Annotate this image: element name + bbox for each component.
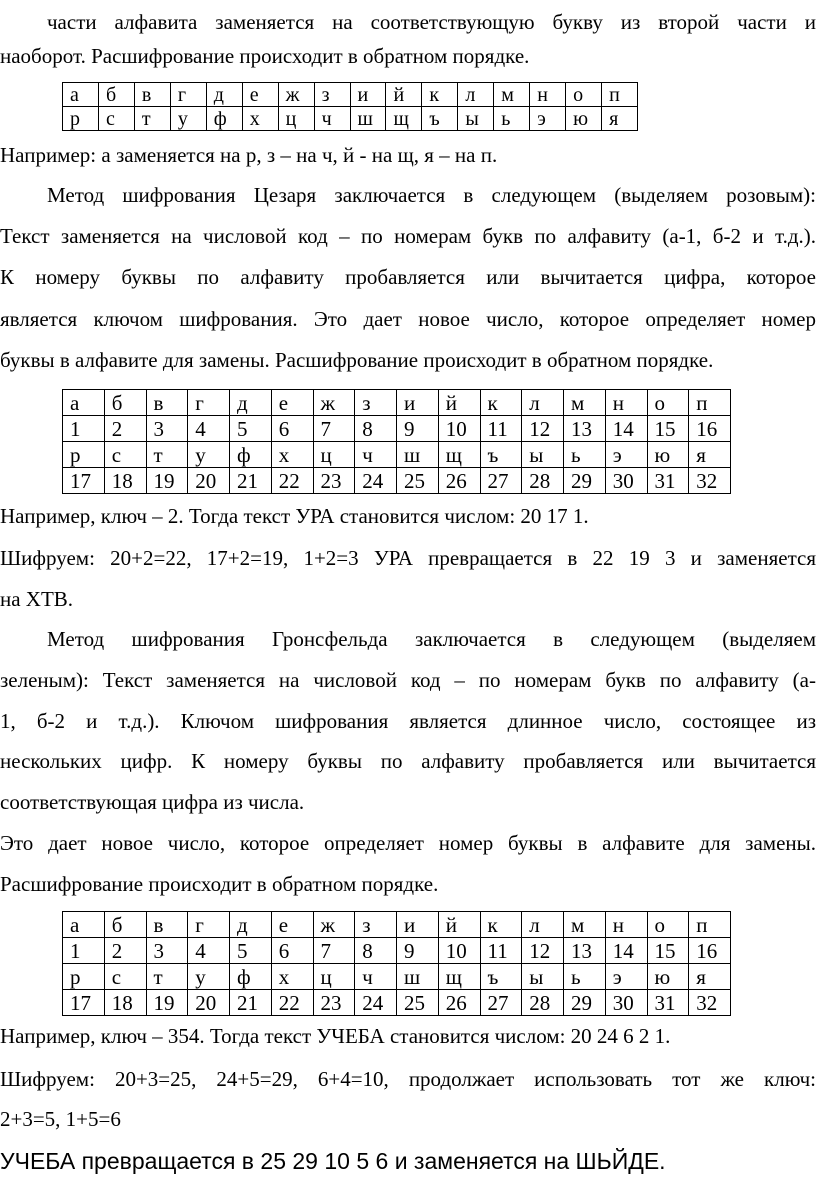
table-cell: ч (314, 107, 350, 131)
table-cell: ъ (422, 107, 458, 131)
table-cell: 30 (605, 990, 647, 1016)
table-cell: 16 (689, 416, 731, 442)
paragraph-line: Метод шифрования Цезаря заключается в следующем (выделяем розовым): (47, 183, 816, 207)
table-cell: й (438, 390, 480, 416)
table-cell: ф (230, 964, 272, 990)
table-cell: р (63, 107, 99, 131)
table-cell: 6 (271, 416, 313, 442)
table-cell: н (605, 390, 647, 416)
table-cell: р (63, 442, 105, 468)
table-cell: б (98, 83, 134, 107)
example-text: на ХТВ. (0, 587, 74, 611)
table-cell: о (647, 912, 689, 938)
table-cell: 10 (438, 938, 480, 964)
table-cell: щ (386, 107, 422, 131)
table-row (63, 912, 731, 938)
table-cell: ь (564, 442, 606, 468)
table-cell: 22 (271, 990, 313, 1016)
table-cell: 8 (355, 938, 397, 964)
table-cell: 27 (480, 468, 522, 494)
table-row (63, 416, 731, 442)
table-cell: у (188, 442, 230, 468)
table-row (63, 990, 731, 1016)
table-cell: 5 (230, 416, 272, 442)
table-cell: 4 (188, 938, 230, 964)
table-cell: 23 (313, 990, 355, 1016)
table-cell: 7 (313, 938, 355, 964)
substitution-table (62, 82, 638, 131)
table-cell: ч (355, 442, 397, 468)
result-text: УЧЕБА превращается в 25 29 10 5 6 и заменяется на ШЬЙДЕ. (0, 1148, 666, 1174)
table-cell: э (605, 442, 647, 468)
table-cell: п (689, 390, 731, 416)
table-cell: 14 (605, 938, 647, 964)
table-cell: в (146, 390, 188, 416)
table-cell: 21 (230, 468, 272, 494)
table-cell: 27 (480, 990, 522, 1016)
paragraph-line: Метод шифрования Гронсфельда заключается в следующем (выделяем (47, 627, 816, 651)
table-cell: 28 (522, 468, 564, 494)
example-text: Шифруем: 20+2=22, 17+2=19, 1+2=3 УРА превращается в 22 19 3 и заменяется (0, 546, 816, 570)
table-cell: н (530, 83, 566, 107)
table-cell: 29 (564, 468, 606, 494)
table-cell: ь (494, 107, 530, 131)
example-text: Например, ключ – 2. Тогда текст УРА становится числом: 20 17 1. (0, 504, 589, 528)
table-cell: ф (230, 442, 272, 468)
table-cell: е (271, 390, 313, 416)
table-cell: 15 (647, 938, 689, 964)
table-cell: ж (278, 83, 314, 107)
table-cell: я (689, 442, 731, 468)
table-cell: 24 (355, 468, 397, 494)
table-cell: 23 (313, 468, 355, 494)
table-cell: м (494, 83, 530, 107)
table-cell: ш (350, 107, 386, 131)
table-cell: 16 (689, 938, 731, 964)
table-cell: о (647, 390, 689, 416)
table-cell: п (689, 912, 731, 938)
table-cell: ц (278, 107, 314, 131)
table-row (63, 442, 731, 468)
table-cell: к (480, 390, 522, 416)
gronsfeld-table (62, 911, 731, 1016)
table-cell: х (242, 107, 278, 131)
table-cell: ы (522, 964, 564, 990)
table-cell: с (98, 107, 134, 131)
table-cell: л (522, 390, 564, 416)
table-cell: 4 (188, 416, 230, 442)
table-row (63, 107, 638, 131)
table-cell: ц (313, 442, 355, 468)
table-cell: 3 (146, 416, 188, 442)
caesar-table (62, 389, 731, 494)
table-cell: р (63, 964, 105, 990)
table-cell: 28 (522, 990, 564, 1016)
paragraph-line: Расшифрование происходит в обратном порядке. (0, 872, 439, 896)
paragraph-line: зеленым): Текст заменяется на числовой код – по номерам букв по алфавиту (а- (0, 668, 816, 692)
table-cell: 18 (104, 468, 146, 494)
table-cell: 25 (397, 990, 439, 1016)
table-cell: п (602, 83, 638, 107)
table-cell: и (350, 83, 386, 107)
table-cell: ь (564, 964, 606, 990)
example-text: 2+3=5, 1+5=6 (0, 1107, 121, 1131)
paragraph-line: Это дает новое число, которое определяет номер буквы в алфавите для замены. (0, 831, 816, 855)
table-cell: 3 (146, 938, 188, 964)
table-row (63, 468, 731, 494)
table-cell: 24 (355, 990, 397, 1016)
table-cell: ц (313, 964, 355, 990)
table-cell: б (104, 912, 146, 938)
table-cell: й (438, 912, 480, 938)
table-cell: 12 (522, 416, 564, 442)
table-cell: 25 (397, 468, 439, 494)
table-cell: 12 (522, 938, 564, 964)
table-cell: 10 (438, 416, 480, 442)
table-cell: 14 (605, 416, 647, 442)
table-cell: ш (397, 442, 439, 468)
table-cell: 9 (397, 938, 439, 964)
table-cell: ъ (480, 964, 522, 990)
paragraph-line: соответствующая цифра из числа. (0, 790, 305, 814)
table-cell: 22 (271, 468, 313, 494)
table-cell: 17 (63, 468, 105, 494)
table-cell: я (602, 107, 638, 131)
table-cell: 11 (480, 938, 522, 964)
table-cell: к (422, 83, 458, 107)
table-row (63, 83, 638, 107)
example-text: Шифруем: 20+3=25, 24+5=29, 6+4=10, продолжает использовать тот же ключ: (0, 1067, 816, 1091)
table-cell: т (146, 964, 188, 990)
table-cell: а (63, 912, 105, 938)
table-cell: ъ (480, 442, 522, 468)
paragraph-line: К номеру буквы по алфавиту пробавляется или вычитается цифра, которое (0, 265, 816, 289)
table-cell: и (397, 912, 439, 938)
table-cell: д (230, 912, 272, 938)
table-cell: д (230, 390, 272, 416)
table-cell: и (397, 390, 439, 416)
table-cell: е (242, 83, 278, 107)
table-cell: й (386, 83, 422, 107)
paragraph-line: 1, б-2 и т.д.). Ключом шифрования является длинное число, состоящее из (0, 709, 816, 733)
table-row (63, 938, 731, 964)
table-cell: 1 (63, 938, 105, 964)
table-cell: м (564, 390, 606, 416)
table-cell: г (170, 83, 206, 107)
table-cell: 2 (104, 938, 146, 964)
table-cell: 29 (564, 990, 606, 1016)
table-cell: х (271, 964, 313, 990)
table-cell: ю (647, 964, 689, 990)
table-cell: 13 (564, 416, 606, 442)
table-cell: щ (438, 964, 480, 990)
table-cell: т (146, 442, 188, 468)
table-cell: в (134, 83, 170, 107)
table-cell: л (458, 83, 494, 107)
table-cell: е (271, 912, 313, 938)
table-cell: 26 (438, 468, 480, 494)
table-cell: о (566, 83, 602, 107)
table-cell: 13 (564, 938, 606, 964)
table-cell: у (188, 964, 230, 990)
table-cell: 1 (63, 416, 105, 442)
table-cell: ч (355, 964, 397, 990)
table-cell: ж (313, 912, 355, 938)
table-cell: э (605, 964, 647, 990)
table-row (63, 390, 731, 416)
table-cell: ю (566, 107, 602, 131)
paragraph-line: буквы в алфавите для замены. Расшифрование происходит в обратном порядке. (0, 348, 714, 372)
table-cell: 20 (188, 990, 230, 1016)
example-text: Например, ключ – 354. Тогда текст УЧЕБА становится числом: 20 24 6 2 1. (0, 1024, 671, 1048)
table-cell: г (188, 912, 230, 938)
table-cell: 32 (689, 468, 731, 494)
table-cell: з (355, 912, 397, 938)
table-cell: д (206, 83, 242, 107)
table-cell: с (104, 442, 146, 468)
table-cell: с (104, 964, 146, 990)
table-cell: 19 (146, 990, 188, 1016)
paragraph-line: нескольких цифр. К номеру буквы по алфавиту пробавляется или вычитается (0, 749, 816, 773)
table-cell: 31 (647, 990, 689, 1016)
table-cell: 2 (104, 416, 146, 442)
table-cell: 32 (689, 990, 731, 1016)
paragraph-line: части алфавита заменяется на соответствующую букву из второй части и (47, 10, 816, 34)
table-cell: ы (522, 442, 564, 468)
table-cell: у (170, 107, 206, 131)
table-cell: 15 (647, 416, 689, 442)
table-cell: 18 (104, 990, 146, 1016)
paragraph-line: является ключом шифрования. Это дает новое число, которое определяет номер (0, 307, 816, 331)
paragraph-line: Текст заменяется на числовой код – по номерам букв по алфавиту (а-1, б-2 и т.д.). (0, 224, 816, 248)
table-cell: ш (397, 964, 439, 990)
table-cell: 9 (397, 416, 439, 442)
table-row (63, 964, 731, 990)
table-cell: ф (206, 107, 242, 131)
table-cell: ю (647, 442, 689, 468)
example-text: Например: а заменяется на р, з – на ч, й - на щ, я – на п. (0, 143, 498, 167)
table-cell: а (63, 390, 105, 416)
table-cell: 17 (63, 990, 105, 1016)
table-cell: н (605, 912, 647, 938)
paragraph-line: наоборот. Расшифрование происходит в обратном порядке. (0, 44, 530, 68)
table-cell: 20 (188, 468, 230, 494)
table-cell: л (522, 912, 564, 938)
table-cell: 30 (605, 468, 647, 494)
table-cell: г (188, 390, 230, 416)
table-cell: з (355, 390, 397, 416)
table-cell: ж (313, 390, 355, 416)
table-cell: 6 (271, 938, 313, 964)
table-cell: я (689, 964, 731, 990)
table-cell: к (480, 912, 522, 938)
table-cell: 21 (230, 990, 272, 1016)
table-cell: з (314, 83, 350, 107)
table-cell: х (271, 442, 313, 468)
table-cell: 19 (146, 468, 188, 494)
table-cell: т (134, 107, 170, 131)
table-cell: 31 (647, 468, 689, 494)
table-cell: э (530, 107, 566, 131)
table-cell: м (564, 912, 606, 938)
table-cell: ы (458, 107, 494, 131)
table-cell: 26 (438, 990, 480, 1016)
table-cell: в (146, 912, 188, 938)
table-cell: а (63, 83, 99, 107)
table-cell: щ (438, 442, 480, 468)
table-cell: 5 (230, 938, 272, 964)
table-cell: 7 (313, 416, 355, 442)
table-cell: 11 (480, 416, 522, 442)
table-cell: 8 (355, 416, 397, 442)
table-cell: б (104, 390, 146, 416)
